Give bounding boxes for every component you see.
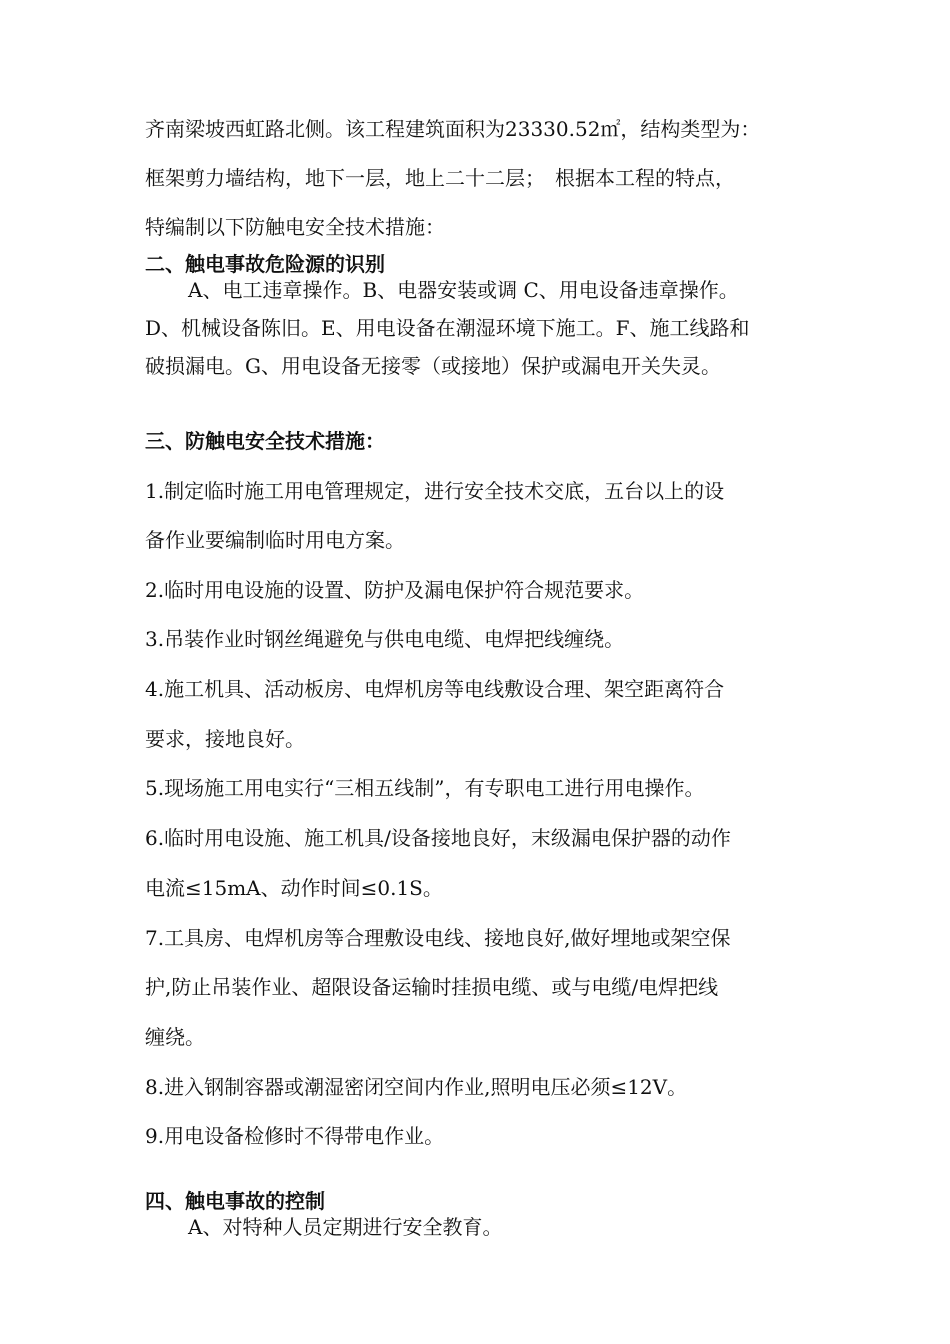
intro-line-2: 框架剪力墙结构，地下一层，地上二十二层； 根据本工程的特点， [145, 166, 735, 190]
intro-line-3: 特编制以下防触电安全技术措施： [145, 215, 445, 239]
measure-7-line-1: 7.工具房、电焊机房等合理敷设电线、接地良好,做好埋地或架空保 [145, 926, 731, 950]
measure-4-line-1: 4.施工机具、活动板房、电焊机房等电线敷设合理、架空距离符合 [145, 677, 725, 701]
measure-7-line-2: 护,防止吊装作业、超限设备运输时挂损电缆、或与电缆/电焊把线 [145, 975, 719, 999]
measure-3: 3.吊装作业时钢丝绳避免与供电电缆、电焊把线缠绕。 [145, 627, 625, 651]
section-4-line-1: A、对特种人员定期进行安全教育。 [188, 1215, 503, 1239]
measure-1-line-1: 1.制定临时施工用电管理规定，进行安全技术交底，五台以上的设 [145, 479, 725, 503]
section-2-line-3: 破损漏电。G、用电设备无接零（或接地）保护或漏电开关失灵。 [145, 354, 721, 378]
section-3-heading: 三、防触电安全技术措施： [145, 429, 385, 453]
measure-7-line-3: 缠绕。 [145, 1025, 205, 1049]
measure-5: 5.现场施工用电实行“三相五线制”，有专职电工进行用电操作。 [145, 776, 705, 800]
intro-line-1: 齐南梁坡西虹路北侧。该工程建筑面积为23330.52㎡，结构类型为： [145, 117, 761, 141]
measure-6-line-2: 电流≤15mA、动作时间≤0.1S。 [145, 876, 443, 900]
measure-9: 9.用电设备检修时不得带电作业。 [145, 1124, 445, 1148]
measure-2: 2.临时用电设施的设置、防护及漏电保护符合规范要求。 [145, 578, 645, 602]
section-2-line-1: A、电工违章操作。B、电器安装或调 C、用电设备违章操作。 [188, 278, 739, 302]
measure-1-line-2: 备作业要编制临时用电方案。 [145, 528, 405, 552]
section-4-heading: 四、触电事故的控制 [145, 1189, 325, 1213]
measure-4-line-2: 要求，接地良好。 [145, 727, 305, 751]
measure-8: 8.进入钢制容器或潮湿密闭空间内作业,照明电压必须≤12V。 [145, 1075, 688, 1099]
section-2-line-2: D、机械设备陈旧。E、用电设备在潮湿环境下施工。F、施工线路和 [145, 316, 750, 340]
section-2-heading: 二、触电事故危险源的识别 [145, 252, 385, 276]
measure-6-line-1: 6.临时用电设施、施工机具/设备接地良好，末级漏电保护器的动作 [145, 826, 731, 850]
